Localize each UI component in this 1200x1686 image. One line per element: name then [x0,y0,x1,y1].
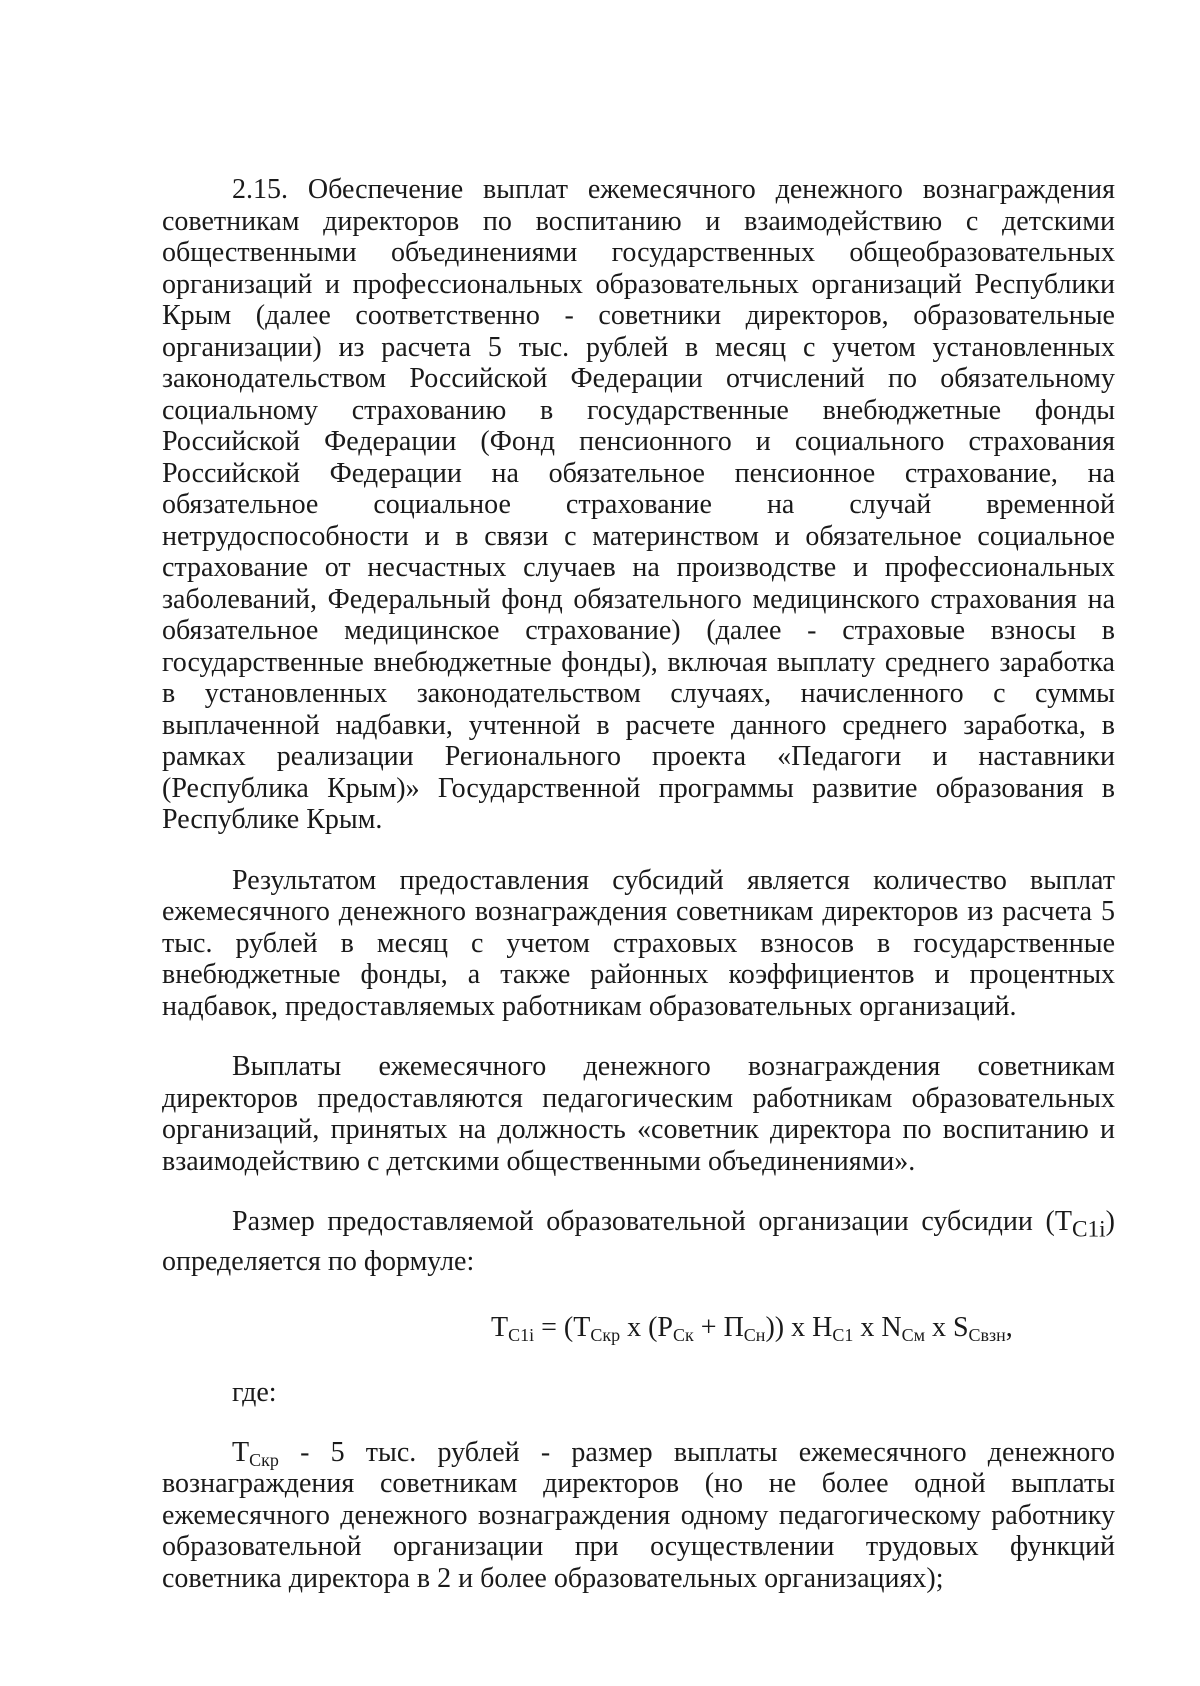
formula [162,1312,1115,1344]
tskr-symbol: Т [232,1436,250,1468]
document-body [162,174,1115,1594]
tskr-text: - 5 тыс. рублей - размер выплаты ежемесячного денежного вознаграждения советникам директоров (но не более одной выплаты ежемесячного денежного вознаграждения одному педагогическому работнику образовательной организации при осуществлении трудовых функций советника директора в 2 и более образовательных организациях); [162,1436,1115,1594]
formula-sub: Скр [590,1324,621,1345]
paragraph-tskr [162,1437,1115,1595]
formula-part: = (Т [534,1311,591,1343]
formula-sub: С1i [508,1324,535,1345]
formula-part: , [1005,1311,1013,1343]
formula-sub: Ск [673,1324,694,1345]
formula-sub: Свзн [968,1324,1006,1345]
formula-part: + П [693,1311,744,1343]
formula-sub: С1 [832,1324,854,1345]
subsidy-text-end: ) определяется по формуле: [162,1206,1115,1278]
subscript: С1i [1071,1216,1106,1243]
paragraph-subsidy-size [162,1206,1115,1278]
where-label: где: [232,1377,277,1409]
formula-part: х N [853,1311,902,1343]
formula-sub: Сн [743,1324,766,1345]
paragraph-payments: Выплаты ежемесячного денежного вознаграждения советникам директоров предоставляются педагогическим работникам образовательных организаций, принятых на должность «советник директора по воспитанию и взаимодействию с детскими общественными объединениями». [162,1051,1115,1177]
paragraph-result: Результатом предоставления субсидий является количество выплат ежемесячного денежного вознаграждения советникам директоров из расчета 5 тыс. рублей в месяц с учетом страховых взносов в государственные внебюджетные фонды, а также районных коэффициентов и процентных надбавок, предоставляемых работникам образовательных организаций. [162,864,1115,1022]
paragraph-2-15: 2.15. Обеспечение выплат ежемесячного денежного вознаграждения советникам директоров по воспитанию и взаимодействию с детскими общественными объединениями государственных общеобразовательных организаций и профессиональных образовательных организаций Республики Крым (далее соответственно - советники директоров, образовательные организации) из расчета 5 тыс. рублей в месяц с учетом установленных законодательством Российской Федерации отчислений по обязательному социальному страхованию в государственные внебюджетные фонды Российской Федерации (Фонд пенсионного и социального страхования Российской Федерации на обязательное пенсионное страхование, на обязательное социальное страхование на случай временной нетрудоспособности и в связи с материнством и обязательное социальное страхование от несчастных случаев на производстве и профессиональных заболеваний, Федеральный фонд обязательного медицинского страхования на обязательное медицинское страхование) (далее - страховые взносы в государственные внебюджетные фонды), включая выплату среднего заработка в установленных законодательством случаях, начисленного с суммы выплаченной надбавки, учтенной в расчете данного среднего заработка, в рамках реализации Регионального проекта «Педагоги и наставники (Республика Крым)» Государственной программы развитие образования в Республике Крым. [162,174,1115,835]
formula-part: х S [924,1311,969,1343]
subscript: Скр [249,1449,279,1470]
formula-part: Т [491,1311,509,1343]
subsidy-text: Размер предоставляемой образовательной организации субсидии (Т [232,1206,1072,1237]
formula-part: )) х Н [765,1311,833,1343]
formula-part: х (Р [620,1311,674,1343]
formula-sub: См [901,1324,925,1345]
